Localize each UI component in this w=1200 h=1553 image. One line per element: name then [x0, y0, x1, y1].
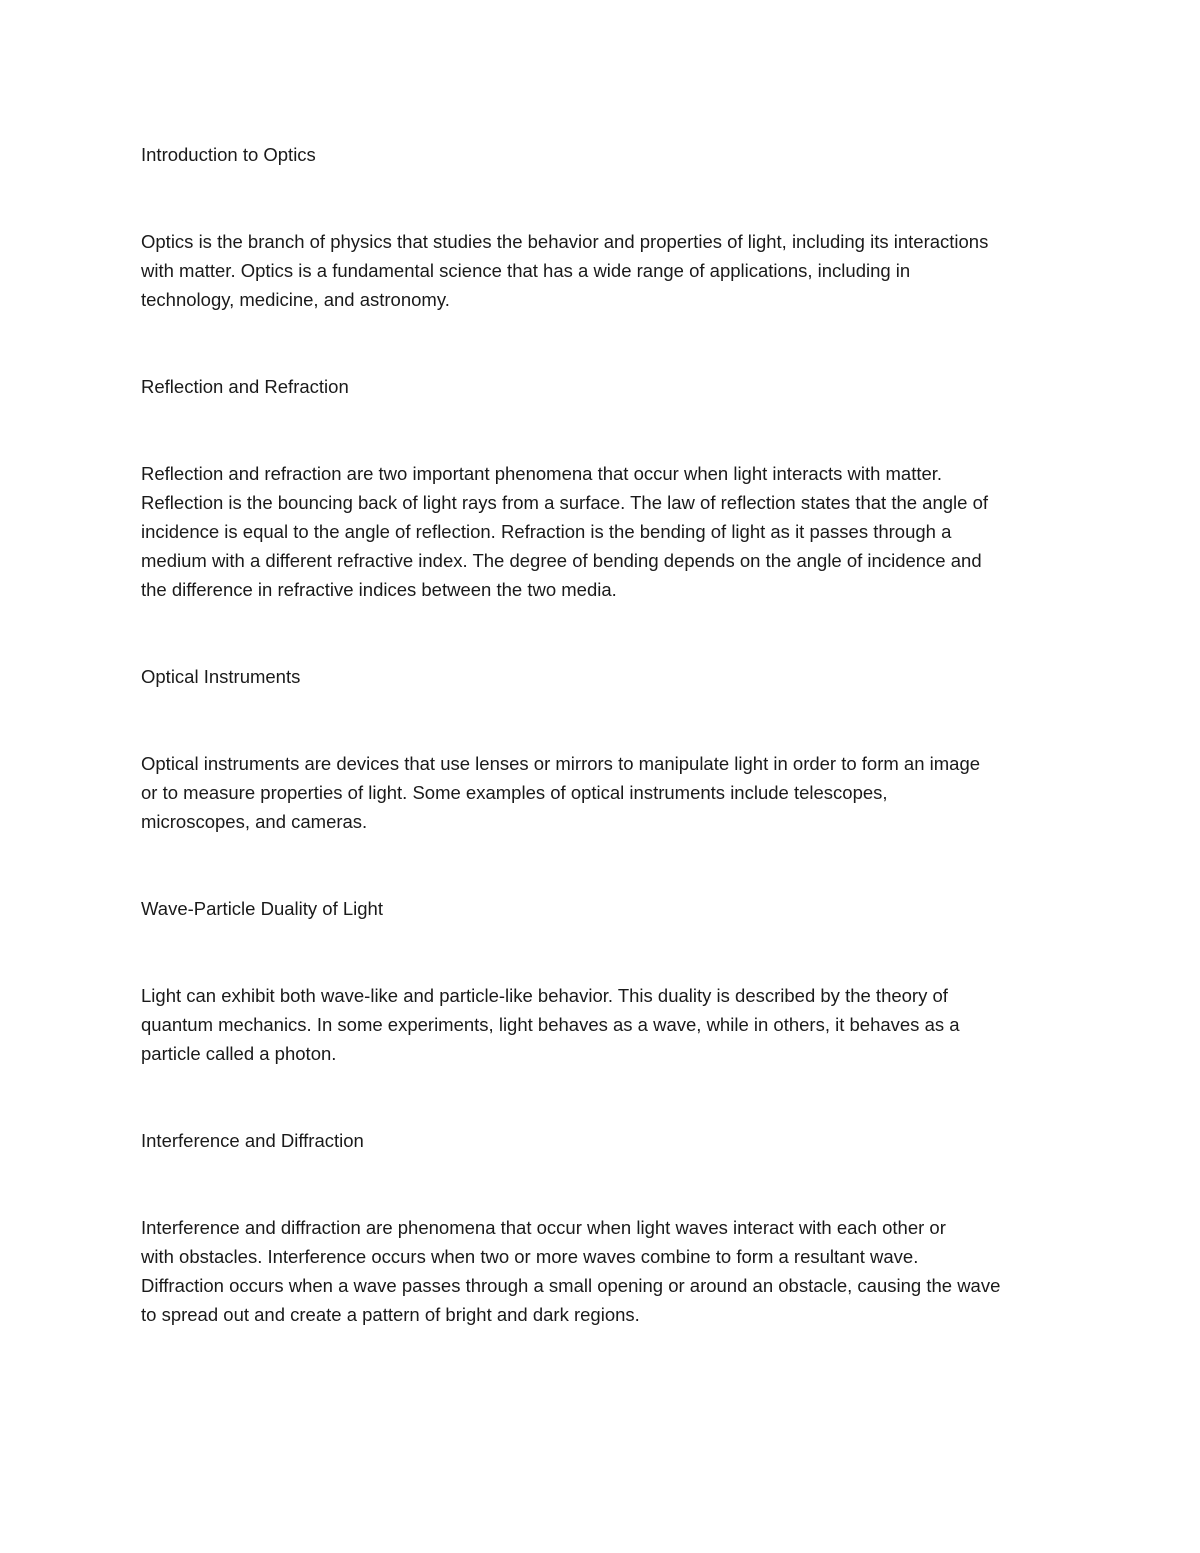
- section-heading: Optical Instruments: [141, 666, 301, 687]
- section-heading: Introduction to Optics: [141, 144, 316, 165]
- section-paragraph: [141, 1213, 1061, 1329]
- paragraph-line: Reflection is the bouncing back of light rays from a surface. The law of reflection states that the angle of: [141, 492, 989, 513]
- paragraph-line: to spread out and create a pattern of bright and dark regions.: [141, 1304, 640, 1325]
- spacer: [141, 836, 1061, 894]
- paragraph-line: Optical instruments are devices that use lenses or mirrors to manipulate light in order to form an image: [141, 753, 981, 774]
- paragraph-line: quantum mechanics. In some experiments, light behaves as a wave, while in others, it behaves as a: [141, 1014, 960, 1035]
- paragraph-line: Diffraction occurs when a wave passes through a small opening or around an obstacle, causing the wave: [141, 1275, 1001, 1296]
- paragraph-line: technology, medicine, and astronomy.: [141, 289, 450, 310]
- paragraph-line: the difference in refractive indices between the two media.: [141, 579, 617, 600]
- spacer: [141, 691, 1061, 749]
- paragraph-line: Reflection and refraction are two important phenomena that occur when light interacts with matter.: [141, 463, 943, 484]
- paragraph-line: with obstacles. Interference occurs when two or more waves combine to form a resultant wave.: [141, 1246, 919, 1267]
- spacer: [141, 401, 1061, 459]
- section-paragraph: [141, 227, 1061, 314]
- paragraph-line: Interference and diffraction are phenomena that occur when light waves interact with each other or: [141, 1217, 946, 1238]
- spacer: [141, 923, 1061, 981]
- spacer: [141, 604, 1061, 662]
- spacer: [141, 1068, 1061, 1126]
- paragraph-line: or to measure properties of light. Some examples of optical instruments include telescopes,: [141, 782, 888, 803]
- paragraph-line: Optics is the branch of physics that studies the behavior and properties of light, including its interactions: [141, 231, 989, 252]
- spacer: [141, 169, 1061, 227]
- paragraph-line: medium with a different refractive index. The degree of bending depends on the angle of incidence and: [141, 550, 982, 571]
- section-paragraph: [141, 749, 1061, 836]
- paragraph-line: with matter. Optics is a fundamental science that has a wide range of applications, including in: [141, 260, 911, 281]
- spacer: [141, 1155, 1061, 1213]
- paragraph-line: Light can exhibit both wave-like and particle-like behavior. This duality is described by the theory of: [141, 985, 948, 1006]
- paragraph-line: microscopes, and cameras.: [141, 811, 368, 832]
- paragraph-line: particle called a photon.: [141, 1043, 337, 1064]
- section-heading: Wave-Particle Duality of Light: [141, 898, 383, 919]
- section-heading: Interference and Diffraction: [141, 1130, 364, 1151]
- paragraph-line: incidence is equal to the angle of reflection. Refraction is the bending of light as it passes through a: [141, 521, 952, 542]
- document-body: [141, 140, 1061, 1329]
- section-paragraph: [141, 981, 1061, 1068]
- section-paragraph: [141, 459, 1061, 604]
- spacer: [141, 314, 1061, 372]
- section-heading: Reflection and Refraction: [141, 376, 349, 397]
